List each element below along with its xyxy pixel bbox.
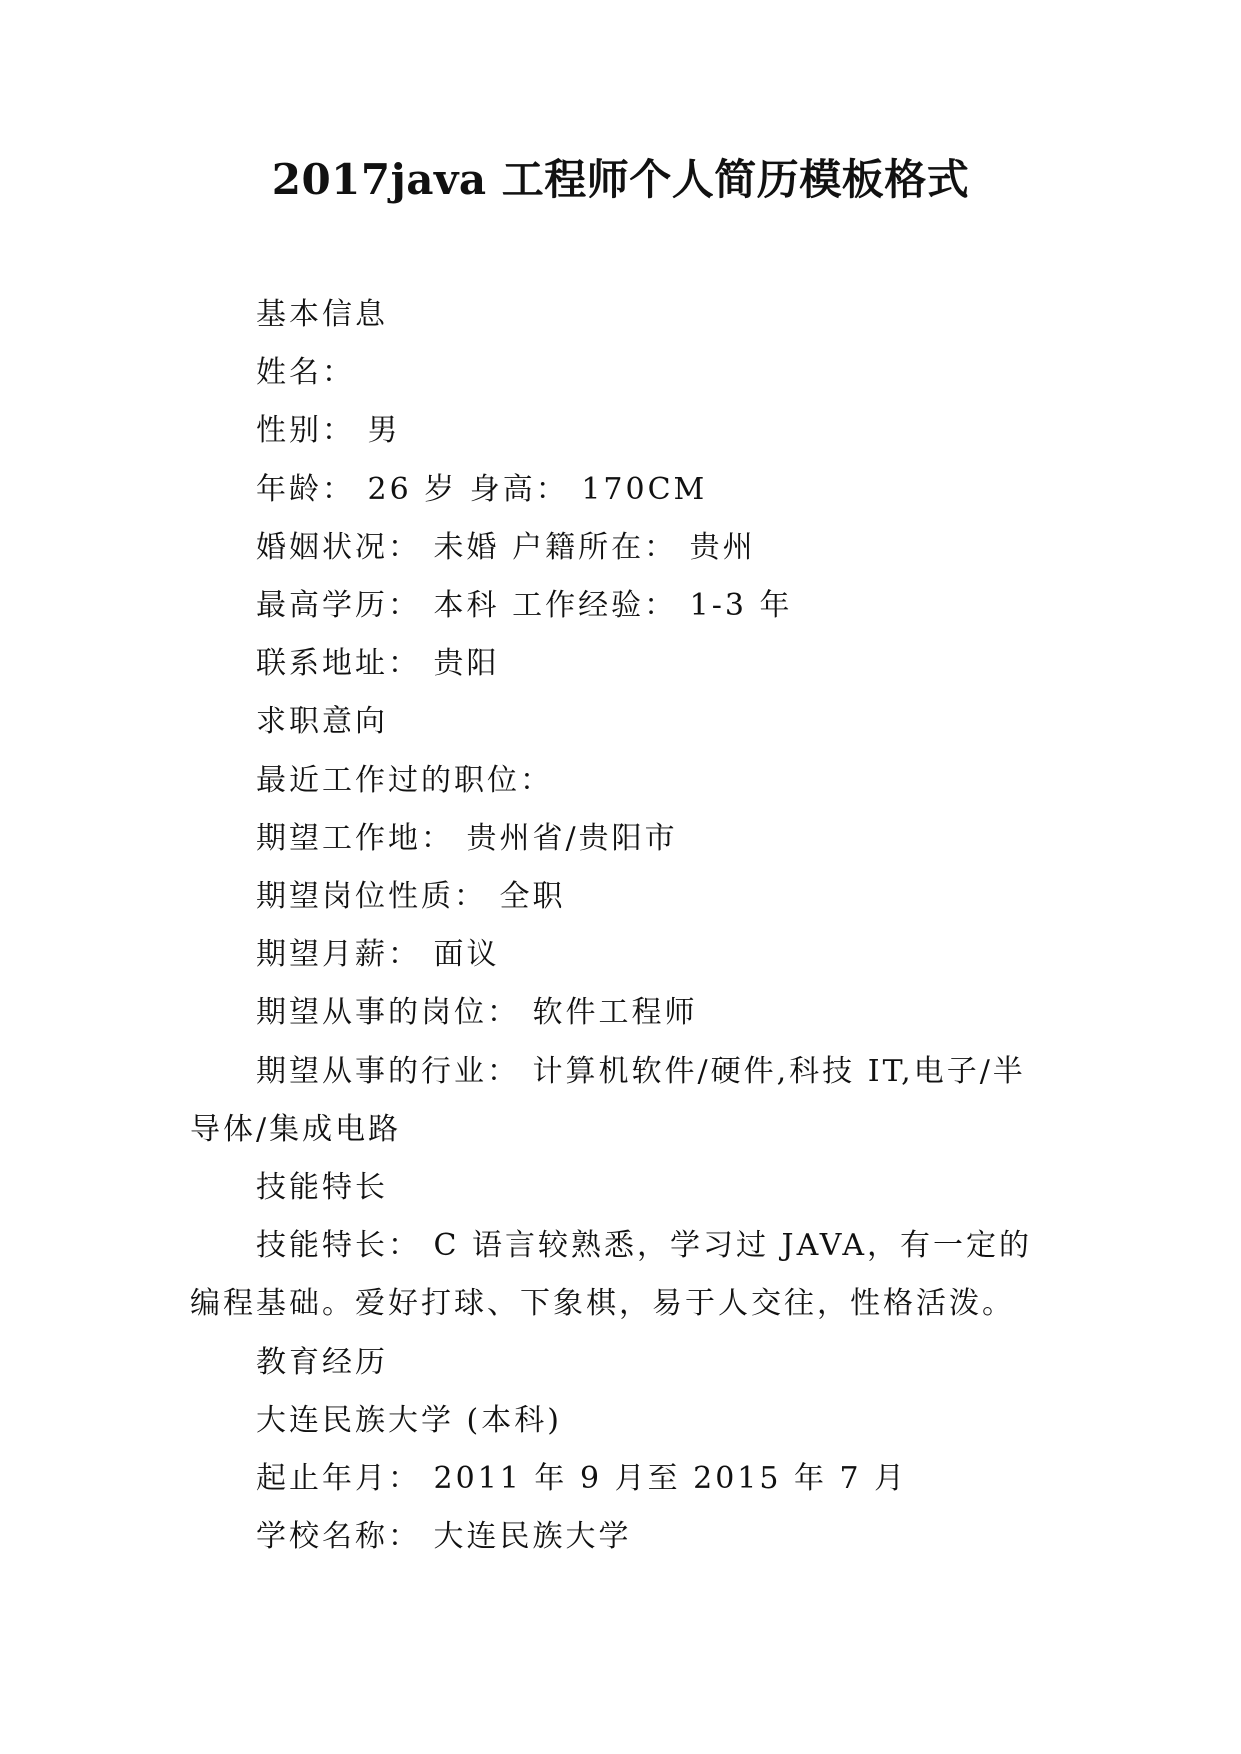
field-school-degree: 大连民族大学 (本科) [256,1402,562,1438]
section-heading-job-intention: 求职意向 [256,704,388,740]
section-heading-basic-info: 基本信息 [256,297,388,332]
field-expected-salary: 期望月薪： 面议 [256,937,500,973]
field-age-height: 年龄： 26 岁 身高： 170CM [256,471,708,507]
field-expected-position: 期望从事的岗位： 软件工程师 [256,995,698,1031]
field-expected-industry: 期望从事的行业： 计算机软件/硬件,科技 IT,电子/半导体/集成电路 [190,1053,1026,1147]
section-heading-skills: 技能特长 [256,1170,388,1206]
document-body [190,286,1050,1566]
field-address: 联系地址： 贵阳 [256,646,500,682]
field-gender: 性别： 男 [256,413,401,449]
field-name: 姓名： [256,355,355,391]
document-title: 2017java 工程师个人简历模板格式 [271,155,970,204]
section-heading-education: 教育经历 [256,1344,388,1380]
field-study-period: 起止年月： 2011 年 9 月至 2015 年 7 月 [256,1461,908,1497]
field-recent-position: 最近工作过的职位： [256,762,553,798]
field-skills: 技能特长： C 语言较熟悉，学习过 JAVA，有一定的编程基础。爱好打球、下象棋，易于人交往，性格活泼。 [190,1228,1033,1322]
field-marital-hukou: 婚姻状况： 未婚 户籍所在： 贵州 [256,529,756,565]
field-job-type: 期望岗位性质： 全职 [256,879,566,915]
field-expected-location: 期望工作地： 贵州省/贵阳市 [256,820,678,856]
field-education-experience: 最高学历： 本科 工作经验： 1-3 年 [256,588,793,624]
field-school-name: 学校名称： 大连民族大学 [256,1519,632,1555]
